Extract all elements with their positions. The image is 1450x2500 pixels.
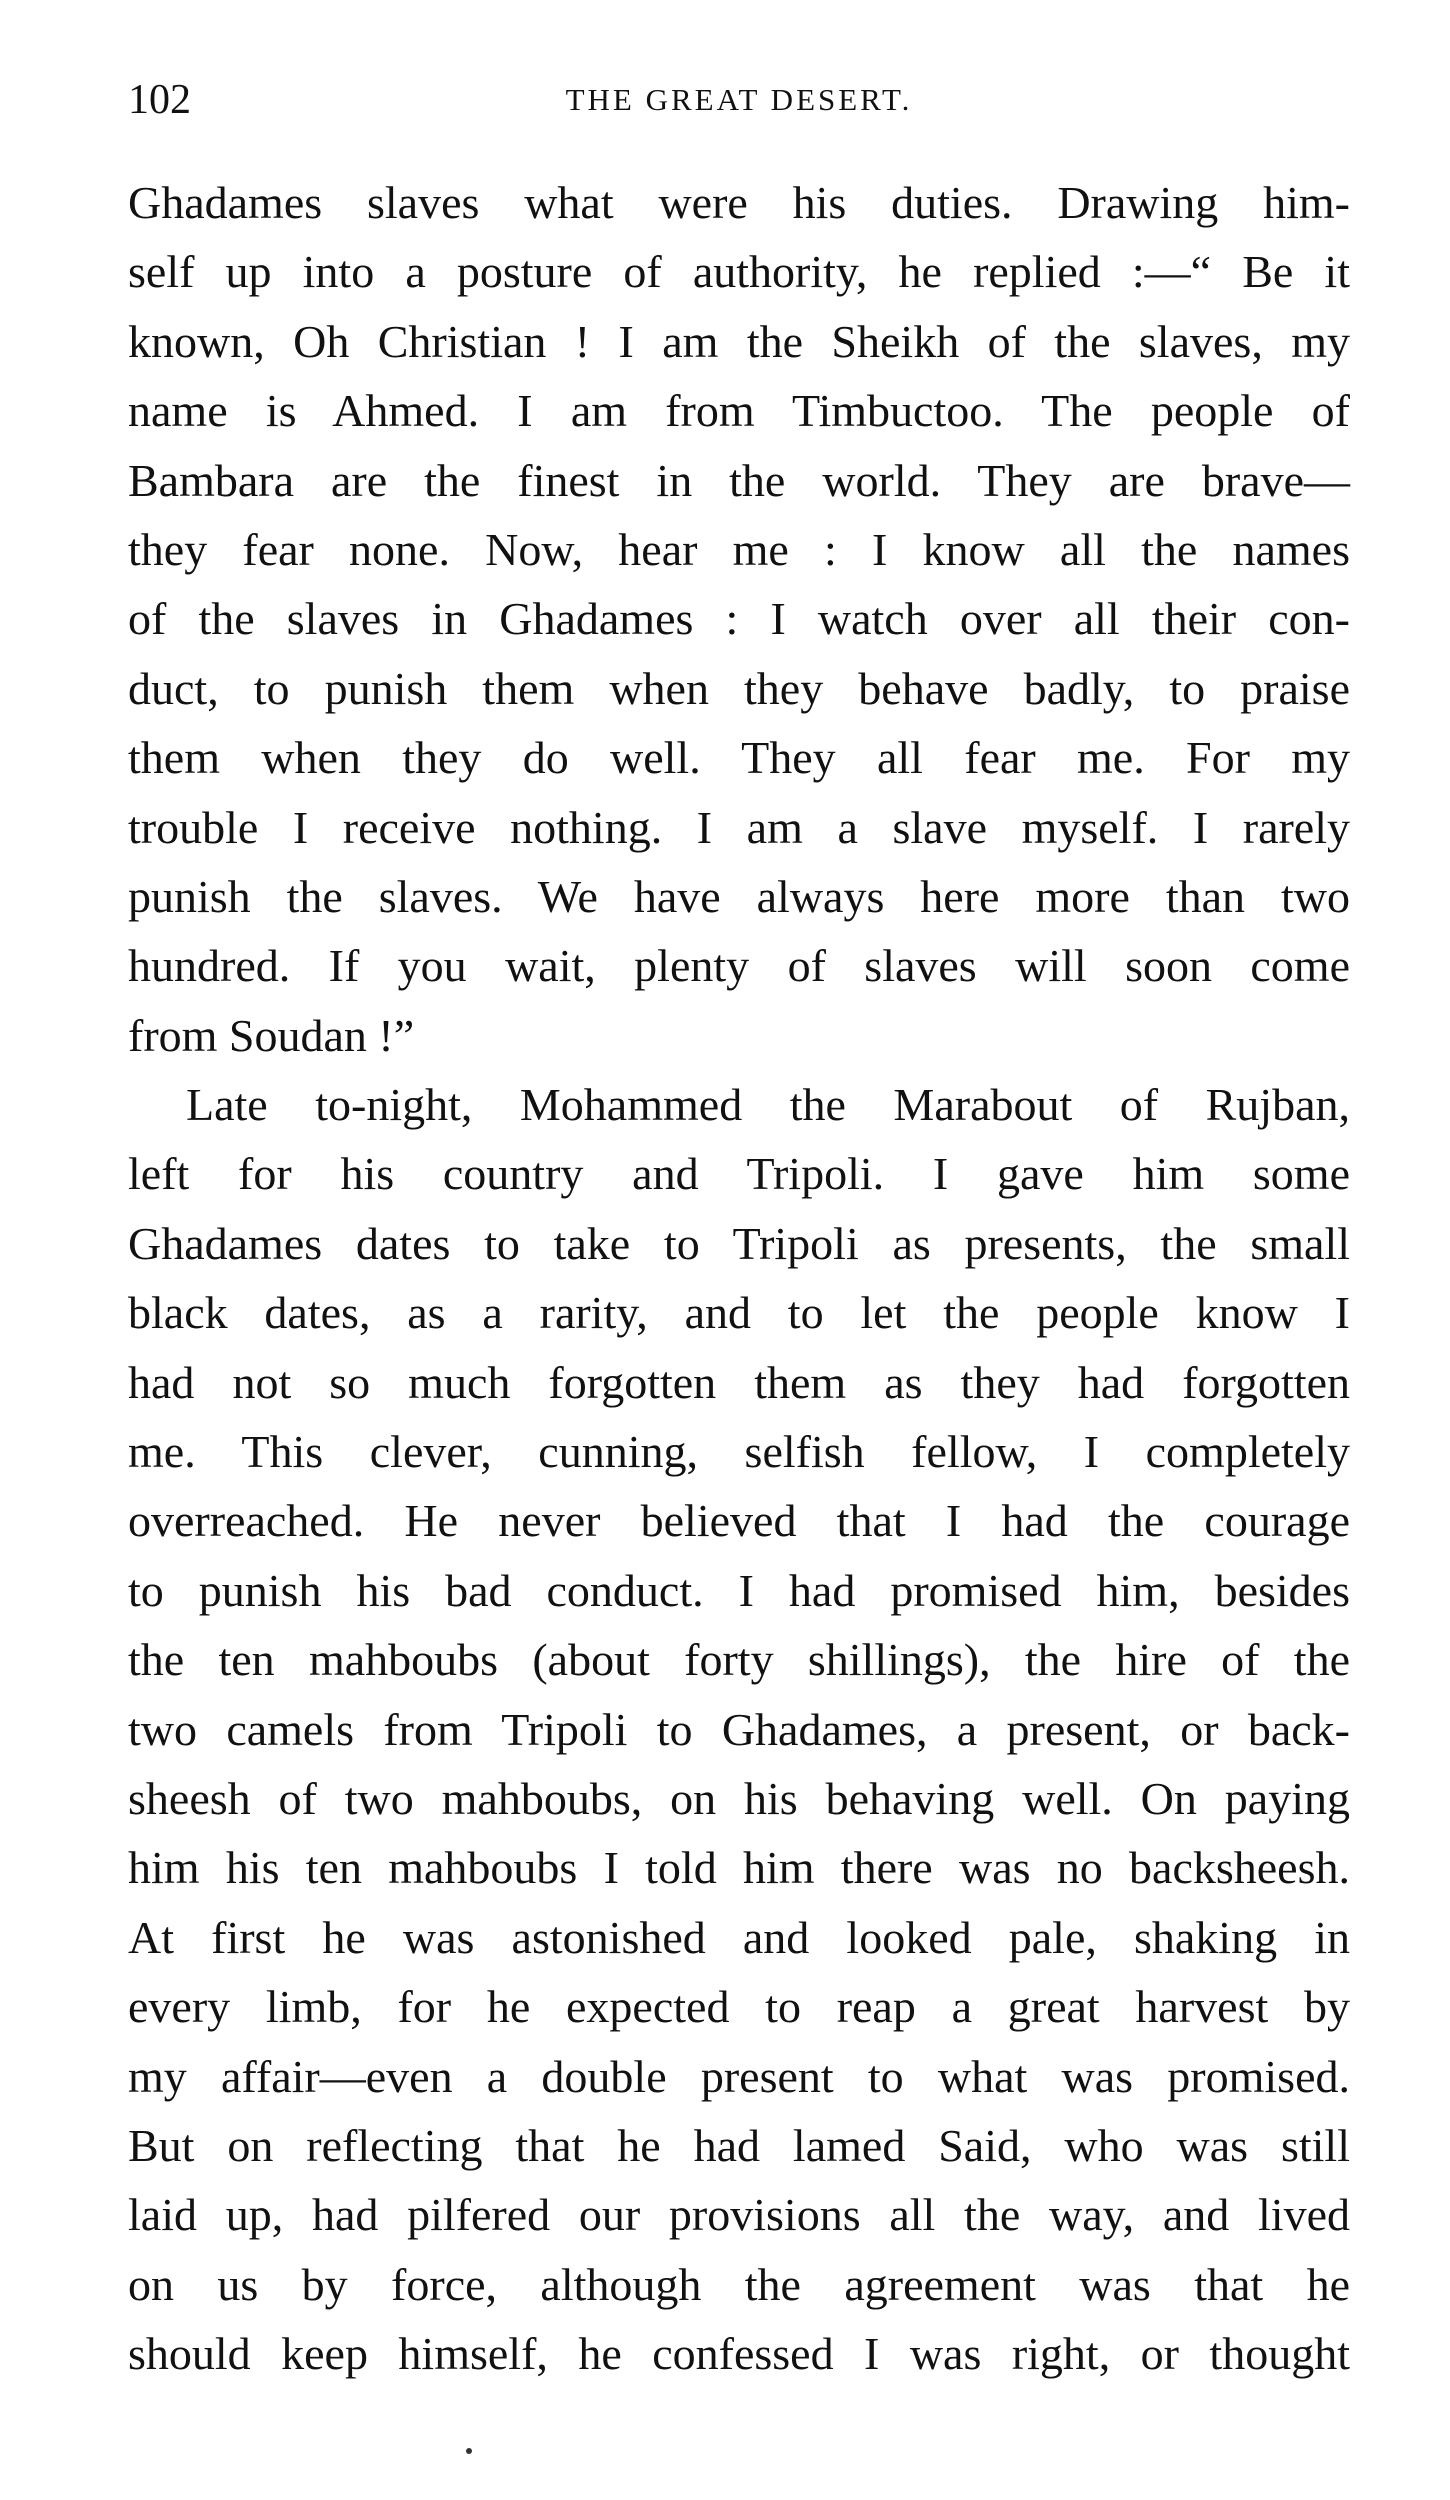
ink-speck-mark [466, 2448, 472, 2454]
text-line: every limb, for he expected to reap a great harvest by [128, 1981, 1350, 2033]
text-line: At first he was astonished and looked pale, shaking in [128, 1911, 1350, 1963]
text-line: two camels from Tripoli to Ghadames, a present, or back- [128, 1703, 1350, 1755]
text-line: to punish his bad conduct. I had promised him, besides [128, 1564, 1350, 1616]
text-line: left for his country and Tripoli. I gave him some [128, 1148, 1350, 1200]
text-line: self up into a posture of authority, he replied :—“ Be it [128, 246, 1350, 298]
text-line: Bambara are the finest in the world. They are brave— [128, 454, 1350, 506]
text-line: had not so much forgotten them as they had forgotten [128, 1356, 1350, 1408]
text-line: should keep himself, he confessed I was right, or thought [128, 2328, 1350, 2380]
text-line: them when they do well. They all fear me. For my [128, 732, 1350, 784]
text-line: known, Oh Christian ! I am the Sheikh of the slaves, my [128, 315, 1350, 367]
text-line: Ghadames dates to take to Tripoli as presents, the small [128, 1217, 1350, 1269]
text-line: they fear none. Now, hear me : I know all the names [128, 523, 1350, 575]
text-line: hundred. If you wait, plenty of slaves will soon come [128, 940, 1350, 992]
text-line: on us by force, although the agreement was that he [128, 2258, 1350, 2310]
body-text [128, 168, 1350, 2389]
text-line: me. This clever, cunning, selfish fellow, I completely [128, 1426, 1350, 1478]
text-line: him his ten mahboubs I told him there was no backsheesh. [128, 1842, 1350, 1894]
text-line: overreached. He never believed that I had the courage [128, 1495, 1350, 1547]
text-line: sheesh of two mahboubs, on his behaving well. On paying [128, 1772, 1350, 1824]
text-line: trouble I receive nothing. I am a slave myself. I rarely [128, 801, 1350, 853]
text-line: black dates, as a rarity, and to let the people know I [128, 1287, 1350, 1339]
text-line: of the slaves in Ghadames : I watch over all their con- [128, 593, 1350, 645]
text-line: Late to-night, Mohammed the Marabout of Rujban, [186, 1079, 1350, 1131]
text-line: from Soudan !” [128, 1009, 415, 1061]
text-line: duct, to punish them when they behave badly, to praise [128, 662, 1350, 714]
text-line: Ghadames slaves what were his duties. Drawing him- [128, 177, 1350, 228]
page-number: 102 [128, 77, 191, 123]
text-line: name is Ahmed. I am from Timbuctoo. The people of [128, 385, 1350, 437]
text-line: my affair—even a double present to what was promised. [128, 2050, 1350, 2102]
running-head [128, 70, 1350, 130]
paragraph-2 [128, 1070, 1350, 2388]
paragraph-1 [128, 168, 1350, 1070]
text-line: laid up, had pilfered our provisions all the way, and lived [128, 2189, 1350, 2241]
text-line: the ten mahboubs (about forty shillings), the hire of the [128, 1634, 1350, 1686]
text-line: punish the slaves. We have always here more than two [128, 870, 1350, 922]
running-title: THE GREAT DESERT. [565, 82, 913, 117]
text-line: But on reflecting that he had lamed Said, who was still [128, 2119, 1350, 2171]
